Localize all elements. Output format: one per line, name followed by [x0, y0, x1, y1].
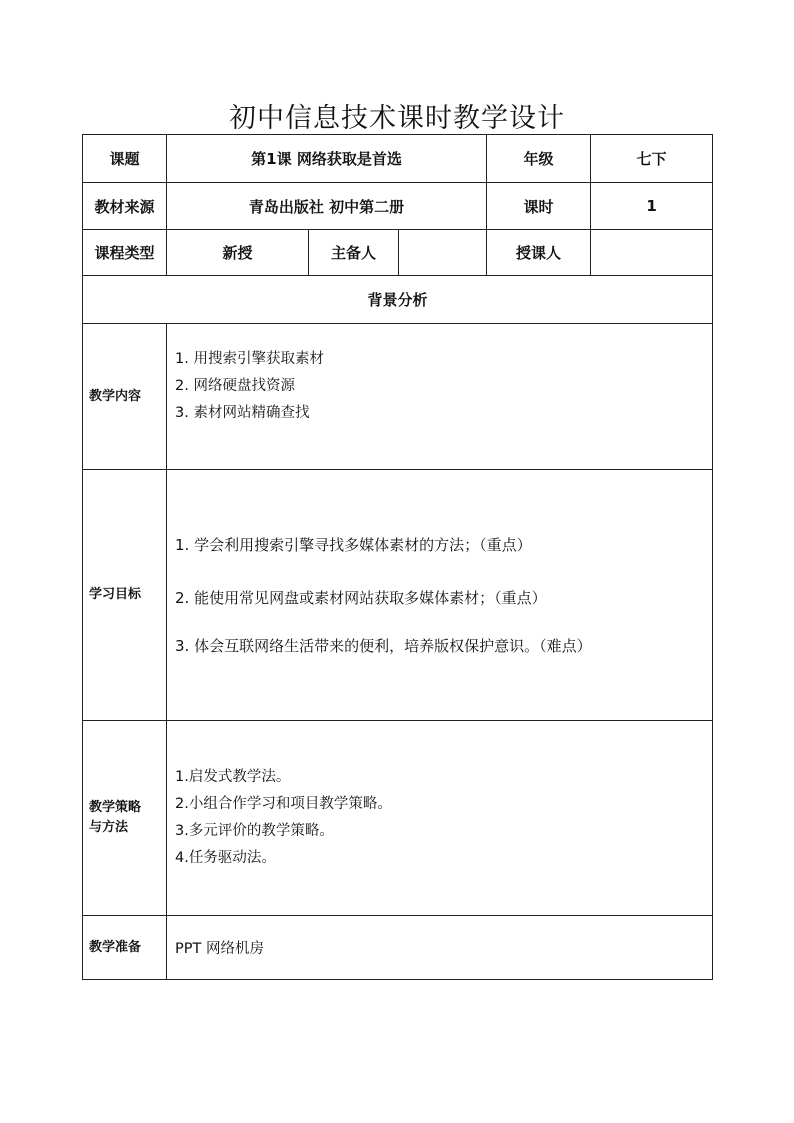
objectives-label: 学习目标: [83, 470, 167, 721]
teacher-label: 授课人: [487, 230, 591, 276]
type-label: 课程类型: [83, 230, 167, 276]
preparer-label: 主备人: [309, 230, 399, 276]
type-value: 新授: [167, 230, 309, 276]
row-background: [83, 276, 713, 324]
strategy-cell: [167, 721, 713, 916]
objectives-cell: [167, 470, 713, 721]
content-item: 2. 网络硬盘找资源: [175, 378, 295, 394]
source-value: 青岛出版社 初中第二册: [167, 183, 487, 230]
row-objectives: [83, 470, 713, 721]
objective-item: 1. 学会利用搜索引擎寻找多媒体素材的方法；（重点）: [175, 535, 532, 554]
objective-item: 3. 体会互联网络生活带来的便利，培养版权保护意识。（难点）: [175, 636, 592, 655]
topic-label: 课题: [83, 135, 167, 183]
strategy-item: 3.多元评价的教学策略。: [175, 823, 334, 839]
objective-item: 2. 能使用常见网盘或素材网站获取多媒体素材；（重点）: [175, 588, 547, 607]
row-topic: [83, 135, 713, 183]
content-label: 教学内容: [83, 324, 167, 470]
row-type: [83, 230, 713, 276]
content-item: 1. 用搜索引擎获取素材: [175, 351, 324, 367]
strategy-label: [83, 721, 167, 916]
strategy-item: 4.任务驱动法。: [175, 850, 276, 866]
lesson-plan-table: [82, 134, 713, 980]
grade-value: 七下: [591, 135, 713, 183]
grade-label: 年级: [487, 135, 591, 183]
strategy-label-line2: 与方法: [89, 820, 129, 835]
period-value: 1: [591, 183, 713, 230]
strategy-item: 2.小组合作学习和项目教学策略。: [175, 796, 392, 812]
period-label: 课时: [487, 183, 591, 230]
teacher-value: [591, 230, 713, 276]
row-preparation: [83, 916, 713, 980]
document-title: 初中信息技术课时教学设计: [229, 103, 565, 134]
preparation-label: 教学准备: [83, 916, 167, 980]
content-item: 3. 素材网站精确查找: [175, 405, 310, 421]
row-source: [83, 183, 713, 230]
row-strategy: [83, 721, 713, 916]
topic-value: 第1课 网络获取是首选: [167, 135, 487, 183]
source-label: 教材来源: [83, 183, 167, 230]
content-cell: [167, 324, 713, 470]
preparation-value: PPT 网络机房: [167, 916, 713, 980]
strategy-label-line1: 教学策略: [89, 800, 142, 815]
row-content: [83, 324, 713, 470]
preparer-value: [399, 230, 487, 276]
background-heading: 背景分析: [83, 276, 713, 324]
strategy-item: 1.启发式教学法。: [175, 769, 291, 785]
